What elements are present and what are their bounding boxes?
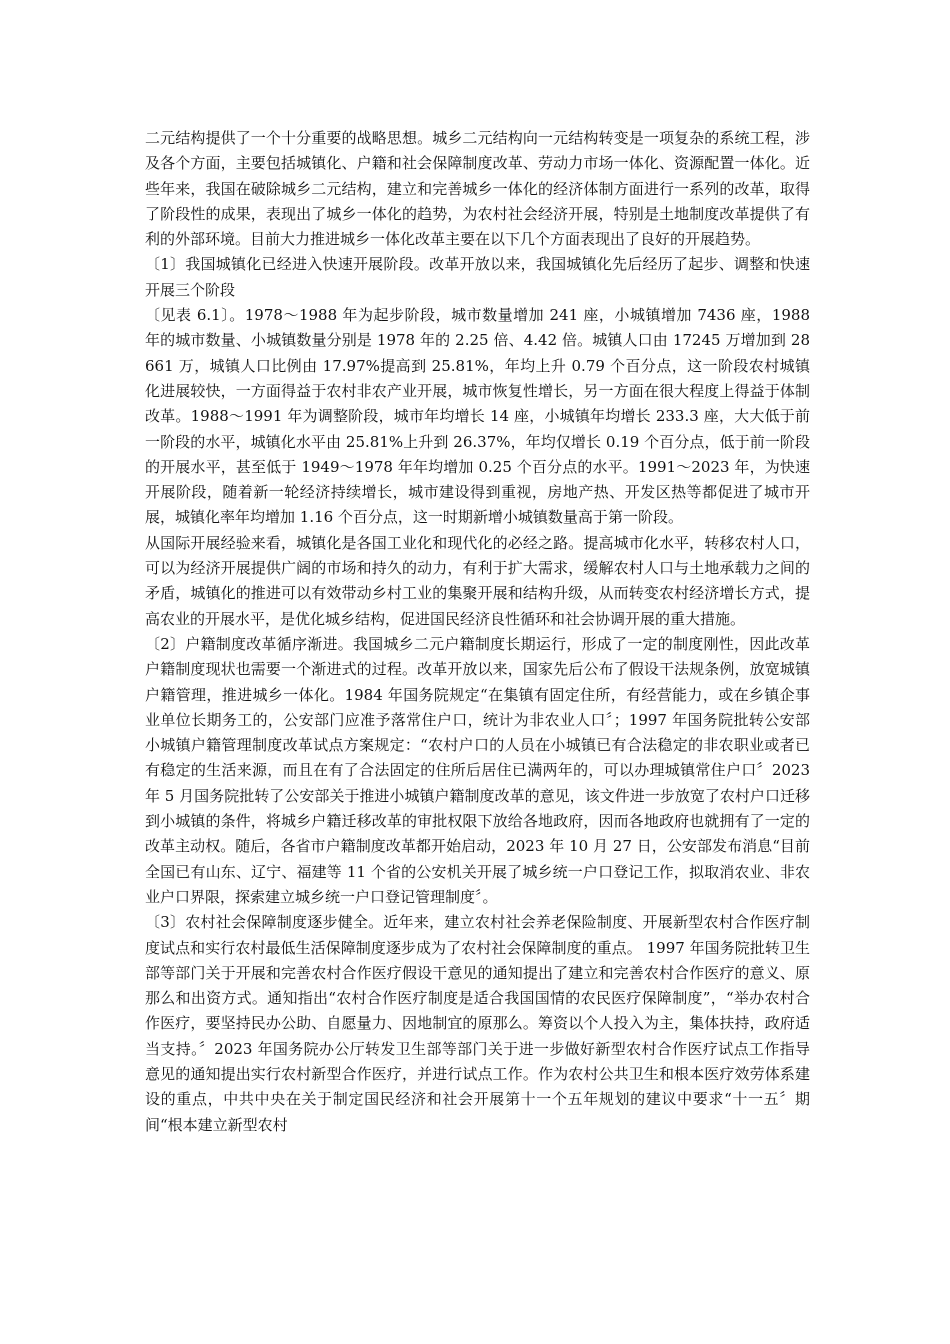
paragraph-international-experience: 从国际开展经验来看，城镇化是各国工业化和现代化的必经之路。提高城市化水平，转移农村人口，可以为经济开展提供广阔的市场和持久的动力，有利于扩大需求，缓解农村人口与土地承载力之间的矛盾，城镇化的推进可以有效带动乡村工业的集聚开展和结构升级，从而转变农村经济增长方式，提高农业的开展水平，是优化城乡结构，促进国民经济良性循环和社会协调开展的重大措施。 <box>145 533 810 628</box>
paragraph-social-security: 〔3〕农村社会保障制度逐步健全。近年来，建立农村社会养老保险制度、开展新型农村合作医疗制度试点和实行农村最低生活保障制度逐步成为了农村社会保障制度的重点。 1997 年国务院批转卫生部等部门关于开展和完善农村合作医疗假设干意见的通知提出了建立和完善农村合作医疗的意义、原那么和出资方式。通知指出“农村合作医疗制度是适合我国国情的农民医疗保障制度”，“举办农村合作医疗，要坚持民办公助、自愿量力、因地制宜的原那么。筹资以个人投入为主，集体扶持，政府适当支持。〞2023 年国务院办公厅转发卫生部等部门关于进一步做好新型农村合作医疗试点工作指导意见的通知提出实行农村新型合作医疗，并进行试点工作。作为农村公共卫生和根本医疗效劳体系建设的重点，中共中央在关于制定国民经济和社会开展第十一个五年规划的建议中要求“十一五〞期间“根本建立新型农村 <box>145 913 810 1134</box>
paragraph-urbanization-heading: 〔1〕我国城镇化已经进入快速开展阶段。改革开放以来，我国城镇化先后经历了起步、调整和快速开展三个阶段 <box>145 255 810 299</box>
paragraph-household-registration: 〔2〕户籍制度改革循序渐进。我国城乡二元户籍制度长期运行，形成了一定的制度刚性，因此改革户籍制度现状也需要一个渐进式的过程。改革开放以来，国家先后公布了假设干法规条例，放宽城镇户籍管理，推进城乡一体化。1984 年国务院规定“在集镇有固定住所，有经营能力，或在乡镇企事业单位长期务工的，公安部门应准予落常住户口，统计为非农业人口〞；1997 年国务院批转公安部小城镇户籍管理制度改革试点方案规定：“农村户口的人员在小城镇已有合法稳定的非农职业或者已有稳定的生活来源，而且在有了合法固定的住所后居住已满两年的，可以办理城镇常住户口〞2023 年 5 月国务院批转了公安部关于推进小城镇户籍制度改革的意见，该文件进一步放宽了农村户口迁移到小城镇的条件，将城乡户籍迁移改革的审批权限下放给各地政府，因而各地政府也就拥有了一定的改革主动权。随后，各省市户籍制度改革都开始启动，2023 年 10 月 27 日，公安部发布消息“目前全国已有山东、辽宁、福建等 11 个省的公安机关开展了城乡统一户口登记工作，拟取消农业、非农业户口界限，探索建立城乡统一户口登记管理制度〞。 <box>145 634 810 906</box>
paragraph-urbanization-stages: 〔见表 6.1〕。1978～1988 年为起步阶段，城市数量增加 241 座，小城镇增加 7436 座，1988 年的城市数量、小城镇数量分别是 1978 年的 2.25 倍、4.42 倍。城镇人口由 17245 万增加到 28661 万，城镇人口比例由 17.97%提高到 25.81%，年均上升 0.79 个百分点，这一阶段农村城镇化进展较快，一方面得益于农村非农产业开展，城市恢复性增长，另一方面在很大程度上得益于体制改革。1988～1991 年为调整阶段，城市年均增长 14 座，小城镇年均增长 233.3 座，大大低于前一阶段的水平，城镇化水平由 25.81%上升到 26.37%，年均仅增长 0.19 个百分点，低于前一阶段的开展水平，甚至低于 1949～1978 年年均增加 0.25 个百分点的水平。1991～2023 年，为快速开展阶段，随着新一轮经济持续增长，城市建设得到重视，房地产热、开发区热等都促进了城市开展，城镇化率年均增加 1.16 个百分点，这一时期新增小城镇数量高于第一阶段。 <box>145 306 810 527</box>
paragraph-intro: 二元结构提供了一个十分重要的战略思想。城乡二元结构向一元结构转变是一项复杂的系统工程，涉及各个方面，主要包括城镇化、户籍和社会保障制度改革、劳动力市场一体化、资源配置一体化。近些年来，我国在破除城乡二元结构，建立和完善城乡一体化的经济体制方面进行一系列的改革，取得了阶段性的成果，表现出了城乡一体化的趋势，为农村社会经济开展，特别是土地制度改革提供了有利的外部环境。目前大力推进城乡一体化改革主要在以下几个方面表现出了良好的开展趋势。 <box>145 129 810 249</box>
document-page <box>145 126 810 1138</box>
